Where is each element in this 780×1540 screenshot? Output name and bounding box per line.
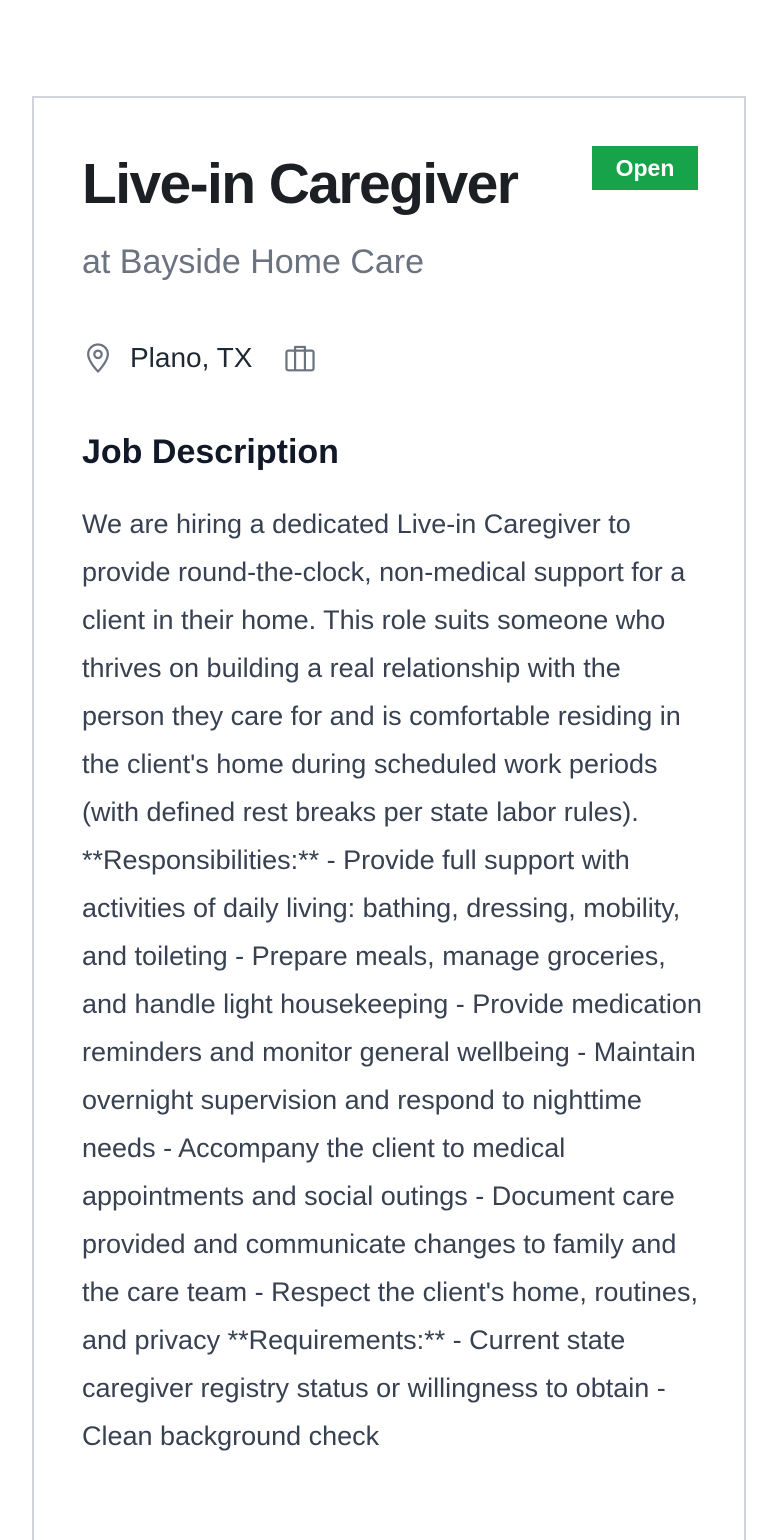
job-card (32, 96, 746, 1540)
company-name: at Bayside Home Care (82, 243, 425, 281)
briefcase-icon (284, 342, 316, 374)
job-description-heading: Job Description (82, 433, 339, 471)
job-meta-row (82, 338, 316, 378)
job-title: Live-in Caregiver (82, 152, 518, 216)
status-badge: Open (592, 146, 698, 190)
job-location: Plano, TX (130, 342, 253, 373)
map-pin-icon (82, 342, 114, 374)
job-description-text: We are hiring a dedicated Live-in Caregiver to provide round-the-clock, non-medical support for a client in their home. This role suits someone who thrives on building a real relationship with the person they care for and is comfortable residing in the client's home during scheduled work periods (with defined rest breaks per state labor rules). **Responsibilities:** - Provide full support with activities of daily living: bathing, dressing, mobility, and toileting - Prepare meals, manage groceries, and handle light housekeeping - Provide medication reminders and monitor general wellbeing - Maintain overnight supervision and respond to nighttime needs - Accompany the client to medical appointments and social outings - Document care provided and communicate changes to family and the care team - Respect the client's home, routines, and privacy **Requirements:** - Current state caregiver registry status or willingness to obtain - Clean background check (82, 509, 702, 1451)
